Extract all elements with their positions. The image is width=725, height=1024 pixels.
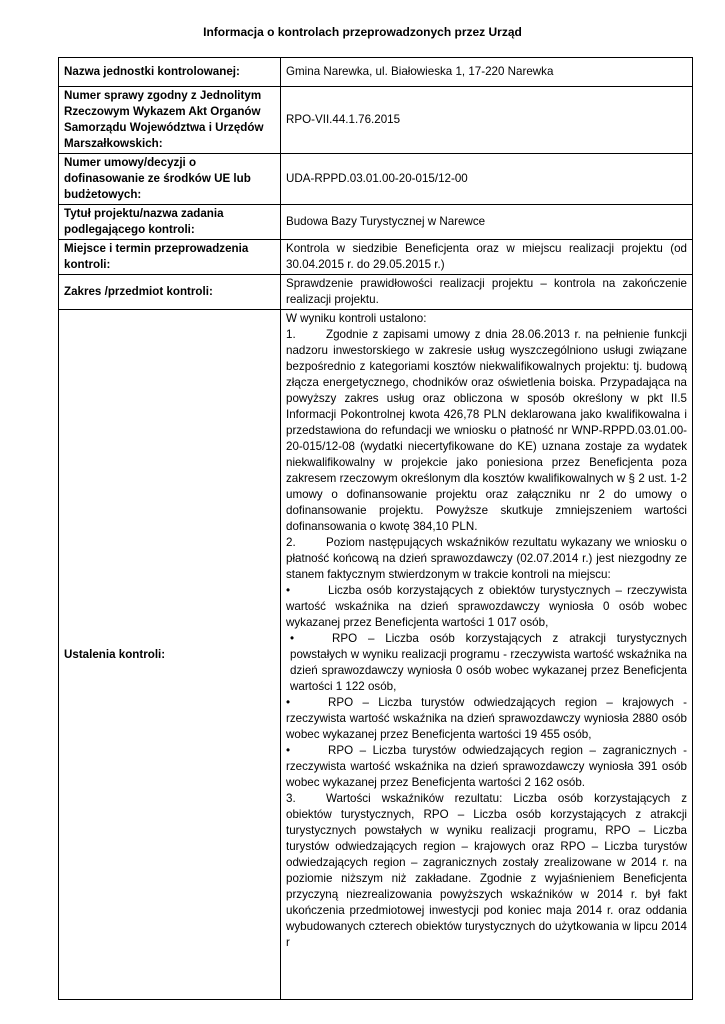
row-label: Zakres /przedmiot kontroli:	[59, 275, 281, 310]
findings-point-3	[286, 791, 687, 951]
bullet-text: RPO – Liczba turystów odwiedzających region – zagranicznych - rzeczywista wartość wskaźnika na dzień sprawozdawczy wyniosła 391 osób wobec wykazanej przez Beneficjenta wartości 2 162 osób.	[286, 744, 687, 789]
point-text: Zgodnie z zapisami umowy z dnia 28.06.2013 r. na pełnienie funkcji nadzoru inwestorskiego w zakresie usług wyszczególniono usługi związane bezpośrednio z kategoriami kosztów niekwalifikowalnych projektu: tj. budową złącza energetycznego, chodników oraz oświetlenia boiska. Przypadająca na powyższy zakres usług oraz obliczona w sposób określony w pkt II.5 Informacji Pokontrolnej kwota 426,78 PLN deklarowana jako kwalifikowalna i przedstawiona do refundacji we wniosku o płatność nr WNP-RPPD.03.01.00-20-015/12-08 (wydatki niecertyfikowane do KE) uznana zostaje za wydatek niekwalifikowalny w projekcie jako poniesiona przez Beneficjenta poza zakresem rzeczowym określonym dla kosztów kwalifikowalnych w § 2 ust. 1-2 umowy o dofinansowanie projektu oraz załączniku nr 2 do umowy o dofinansowanie projektu. Powyższe skutkuje zmniejszeniem wartości dofinansowania o kwotę 384,10 PLN.	[286, 328, 687, 533]
bullet-text: RPO – Liczba osób korzystających z atrakcji turystycznych powstałych w wyniku realizacji programu - rzeczywista wartość wskaźnika na dzień sprawozdawczy wyniosła 0 osób wobec wykazanej przez Beneficjenta wartości 1 122 osób,	[290, 632, 687, 693]
bullet-icon: •	[290, 632, 295, 645]
list-item	[286, 583, 687, 631]
bullet-icon: •	[286, 584, 291, 597]
point-number: 1.	[286, 328, 296, 341]
row-label: Tytuł projektu/nazwa zadania podlegającego kontroli:	[59, 205, 281, 240]
bullet-text: RPO – Liczba turystów odwiedzających region – krajowych - rzeczywista wartość wskaźnika na dzień sprawozdawczy wyniosła 2880 osób wobec wykazanej przez Beneficjenta wartości 19 455 osób,	[286, 696, 687, 741]
table-row-findings	[59, 310, 693, 1000]
list-item	[286, 631, 687, 695]
findings-content	[281, 310, 693, 1000]
row-value: RPO-VII.44.1.76.2015	[281, 87, 693, 154]
findings-intro: W wyniku kontroli ustalono:	[286, 312, 427, 325]
list-item	[286, 695, 687, 743]
row-label: Nazwa jednostki kontrolowanej:	[59, 58, 281, 87]
point-number: 2.	[286, 536, 296, 549]
row-value: Budowa Bazy Turystycznej w Narewce	[281, 205, 693, 240]
bullet-icon: •	[286, 744, 291, 757]
point-text: Poziom następujących wskaźników rezultatu wykazany we wniosku o płatność końcową na dzień sprawozdawczy (02.07.2014 r.) jest niezgodny ze stanem faktycznym stwierdzonym w trakcie kontroli na miejscu:	[286, 536, 687, 581]
table-row	[59, 205, 693, 240]
row-value: Gmina Narewka, ul. Białowieska 1, 17-220 Narewka	[281, 58, 693, 87]
row-label: Miejsce i termin przeprowadzenia kontroli:	[59, 240, 281, 275]
list-item	[286, 743, 687, 791]
table-row	[59, 240, 693, 275]
row-label: Numer sprawy zgodny z Jednolitym Rzeczowym Wykazem Akt Organów Samorządu Województwa i Urzędów Marszałkowskich:	[59, 87, 281, 154]
row-label: Ustalenia kontroli:	[59, 310, 281, 1000]
point-text: Wartości wskaźników rezultatu: Liczba osób korzystających z obiektów turystycznych, RPO – Liczba osób korzystających z atrakcji turystycznych powstałych w wyniku realizacji programu, RPO – Liczba turystów odwiedzających region – krajowych oraz RPO – Liczba turystów odwiedzających region – zagranicznych zostały zrealizowane w 2014 r. na poziomie niższym niż zakładane. Zgodnie z wyjaśnieniem Beneficjenta przyczyną niezrealizowania powyższych wskaźników w 2014 r. był fakt ukończenia przedmiotowej inwestycji pod koniec maja 2014 r. oraz oddania wybudowanych czterech obiektów turystycznych do użytkowania w lipcu 2014 r	[286, 792, 687, 949]
page-title: Informacja o kontrolach przeprowadzonych przez Urząd	[203, 25, 522, 39]
table-row	[59, 154, 693, 205]
table-row	[59, 58, 693, 87]
point-number: 3.	[286, 792, 296, 805]
row-value: Kontrola w siedzibie Beneficjenta oraz w miejscu realizacji projektu (od 30.04.2015 r. do 29.05.2015 r.)	[281, 240, 693, 275]
row-value: UDA-RPPD.03.01.00-20-015/12-00	[281, 154, 693, 205]
findings-point-2	[286, 535, 687, 583]
row-label: Numer umowy/decyzji o dofinasowanie ze środków UE lub budżetowych:	[59, 154, 281, 205]
control-info-table	[58, 57, 693, 1000]
bullet-icon: •	[286, 696, 291, 709]
findings-point-1	[286, 327, 687, 535]
table-row	[59, 87, 693, 154]
table-row	[59, 275, 693, 310]
row-value: Sprawdzenie prawidłowości realizacji projektu – kontrola na zakończenie realizacji projektu.	[281, 275, 693, 310]
bullet-text: Liczba osób korzystających z obiektów turystycznych – rzeczywista wartość wskaźnika na dzień sprawozdawczy wyniosła 0 osób wobec wykazanej przez Beneficjenta wartości 1 017 osób,	[286, 584, 687, 629]
